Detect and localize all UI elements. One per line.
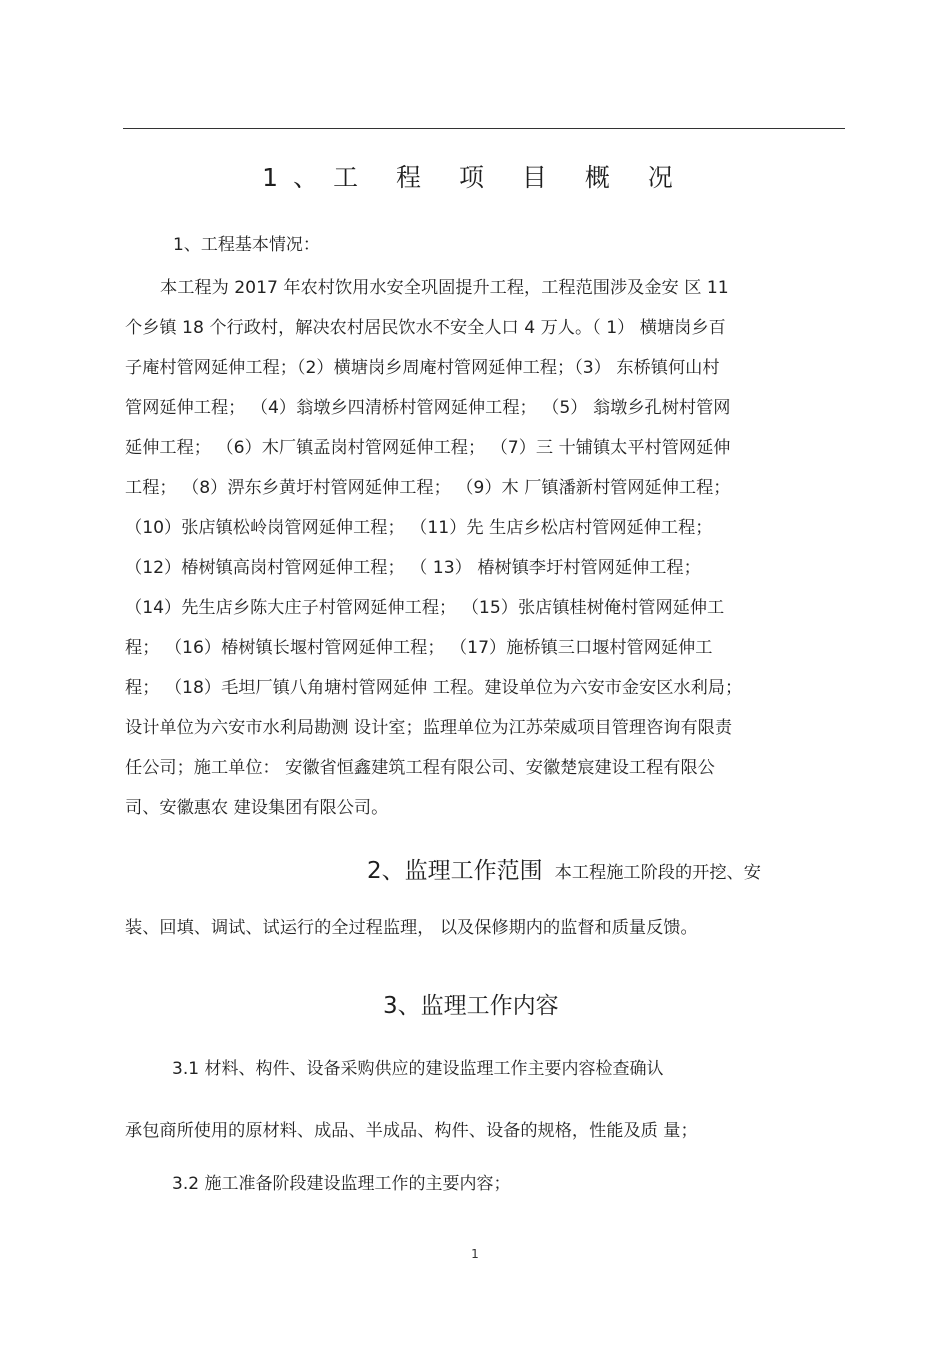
subheading-1-1: 1、工程基本情况：: [173, 235, 320, 255]
header-rule: [123, 128, 845, 129]
paragraph-line: 本工程为 2017 年农村饮用水安全巩固提升工程，工程范围涉及金安 区 11: [160, 278, 729, 298]
section-heading-3: 3、监理工作内容: [383, 993, 559, 1019]
paragraph-line: 子庵村管网延伸工程；（2）横塘岗乡周庵村管网延伸工程；（3） 东桥镇何山村: [125, 358, 720, 378]
section-heading-2-title: 2、监理工作范围: [367, 858, 543, 884]
paragraph-line: 程； （18）毛坦厂镇八角塘村管网延伸 工程。建设单位为六安市金安区水利局；: [125, 678, 743, 698]
section-heading-2-tail: 本工程施工阶段的开挖、安: [554, 863, 761, 883]
paragraph-line: 个乡镇 18 个行政村，解决农村居民饮水不安全人口 4 万人。（ 1） 横塘岗乡百: [125, 318, 726, 338]
subheading-3-2: 3.2 施工准备阶段建设监理工作的主要内容；: [172, 1174, 511, 1194]
paragraph-line: （10）张店镇松岭岗管网延伸工程； （11）先 生店乡松店村管网延伸工程；: [125, 518, 713, 538]
paragraph-3-1: 承包商所使用的原材料、成品、半成品、构件、设备的规格，性能及质 量；: [125, 1121, 698, 1141]
paragraph-line: 司、安徽惠农 建设集团有限公司。: [125, 798, 389, 818]
paragraph-line: 任公司；施工单位： 安徽省恒鑫建筑工程有限公司、安徽楚宸建设工程有限公: [125, 758, 715, 778]
paragraph-line: （14）先生店乡陈大庄子村管网延伸工程； （15）张店镇桂树俺村管网延伸工: [125, 598, 725, 618]
paragraph-line: 程； （16）椿树镇长堰村管网延伸工程； （17）施桥镇三口堰村管网延伸工: [125, 638, 713, 658]
paragraph-line: 延伸工程； （6）木厂镇孟岗村管网延伸工程； （7）三 十铺镇太平村管网延伸: [125, 438, 731, 458]
paragraph-line: 管网延伸工程； （4）翁墩乡四清桥村管网延伸工程； （5） 翁墩乡孔树村管网: [125, 398, 731, 418]
paragraph-supervision-scope: 装、回填、调试、试运行的全过程监理， 以及保修期内的监督和质量反馈。: [125, 918, 698, 938]
section-heading-1: 1、工 程 项 目 概 况: [262, 163, 688, 192]
paragraph-line: 工程； （8）淠东乡黄圩村管网延伸工程； （9）木 厂镇潘新村管网延伸工程；: [125, 478, 731, 498]
paragraph-project-overview: [125, 268, 837, 828]
paragraph-line: （12）椿树镇高岗村管网延伸工程； （ 13） 椿树镇李圩村管网延伸工程；: [125, 558, 701, 578]
paragraph-line: 设计单位为六安市水利局勘测 设计室；监理单位为江苏荣威项目管理咨询有限责: [125, 718, 733, 738]
subheading-3-1: 3.1 材料、构件、设备采购供应的建设监理工作主要内容检查确认: [172, 1059, 664, 1079]
section-heading-2: [367, 852, 761, 885]
page-number: 1: [471, 1247, 479, 1261]
